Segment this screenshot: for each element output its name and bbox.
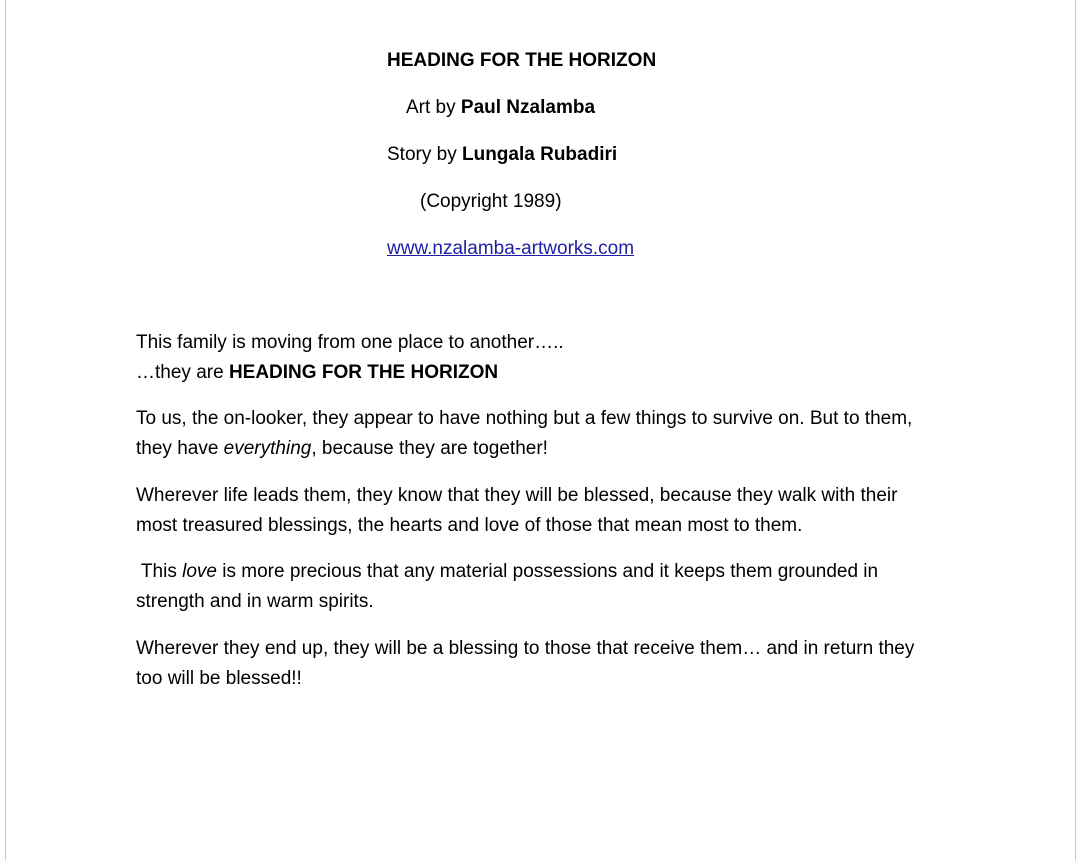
document-title: HEADING FOR THE HORIZON <box>387 50 657 71</box>
website-link[interactable]: www.nzalamba-artworks.com <box>387 238 635 259</box>
paragraph-3-line-2: most treasured blessings, the hearts and love of those that mean most to them. <box>136 515 803 536</box>
story-credit <box>387 140 617 170</box>
paragraph-3-line-1: Wherever life leads them, they know that they will be blessed, because they walk with their <box>136 485 898 506</box>
paragraph-4-line-2: strength and in warm spirits. <box>136 591 374 612</box>
paragraph-4-suffix: is more precious that any material possessions and it keeps them grounded in <box>216 561 879 582</box>
art-credit <box>406 93 595 123</box>
paragraph-4-line-1 <box>136 557 878 587</box>
paragraph-2-line-2 <box>136 434 548 464</box>
story-credit-prefix: Story by <box>387 144 462 165</box>
document-page <box>5 0 1076 860</box>
paragraph-1-prefix: …they are <box>136 362 229 383</box>
paragraph-5-line-2: too will be blessed!! <box>136 668 302 689</box>
paragraph-5-line-1: Wherever they end up, they will be a blessing to those that receive them… and in return they <box>136 638 915 659</box>
paragraph-2-italic-word: everything <box>223 438 312 459</box>
paragraph-1-line-1: This family is moving from one place to another….. <box>136 332 564 353</box>
copyright-line: (Copyright 1989) <box>420 191 562 212</box>
paragraph-2-prefix: they have <box>136 438 224 459</box>
art-credit-prefix: Art by <box>406 97 461 118</box>
paragraph-1-bold-title: HEADING FOR THE HORIZON <box>228 362 499 383</box>
author-name: Lungala Rubadiri <box>461 144 618 165</box>
paragraph-4-italic-word: love <box>182 561 217 582</box>
paragraph-1-line-2 <box>136 358 498 388</box>
artist-name: Paul Nzalamba <box>460 97 596 118</box>
paragraph-2-line-1: To us, the on-looker, they appear to have nothing but a few things to survive on. But to them, <box>136 408 913 429</box>
paragraph-2-suffix: , because they are together! <box>311 438 548 459</box>
paragraph-4-prefix: This <box>136 561 183 582</box>
